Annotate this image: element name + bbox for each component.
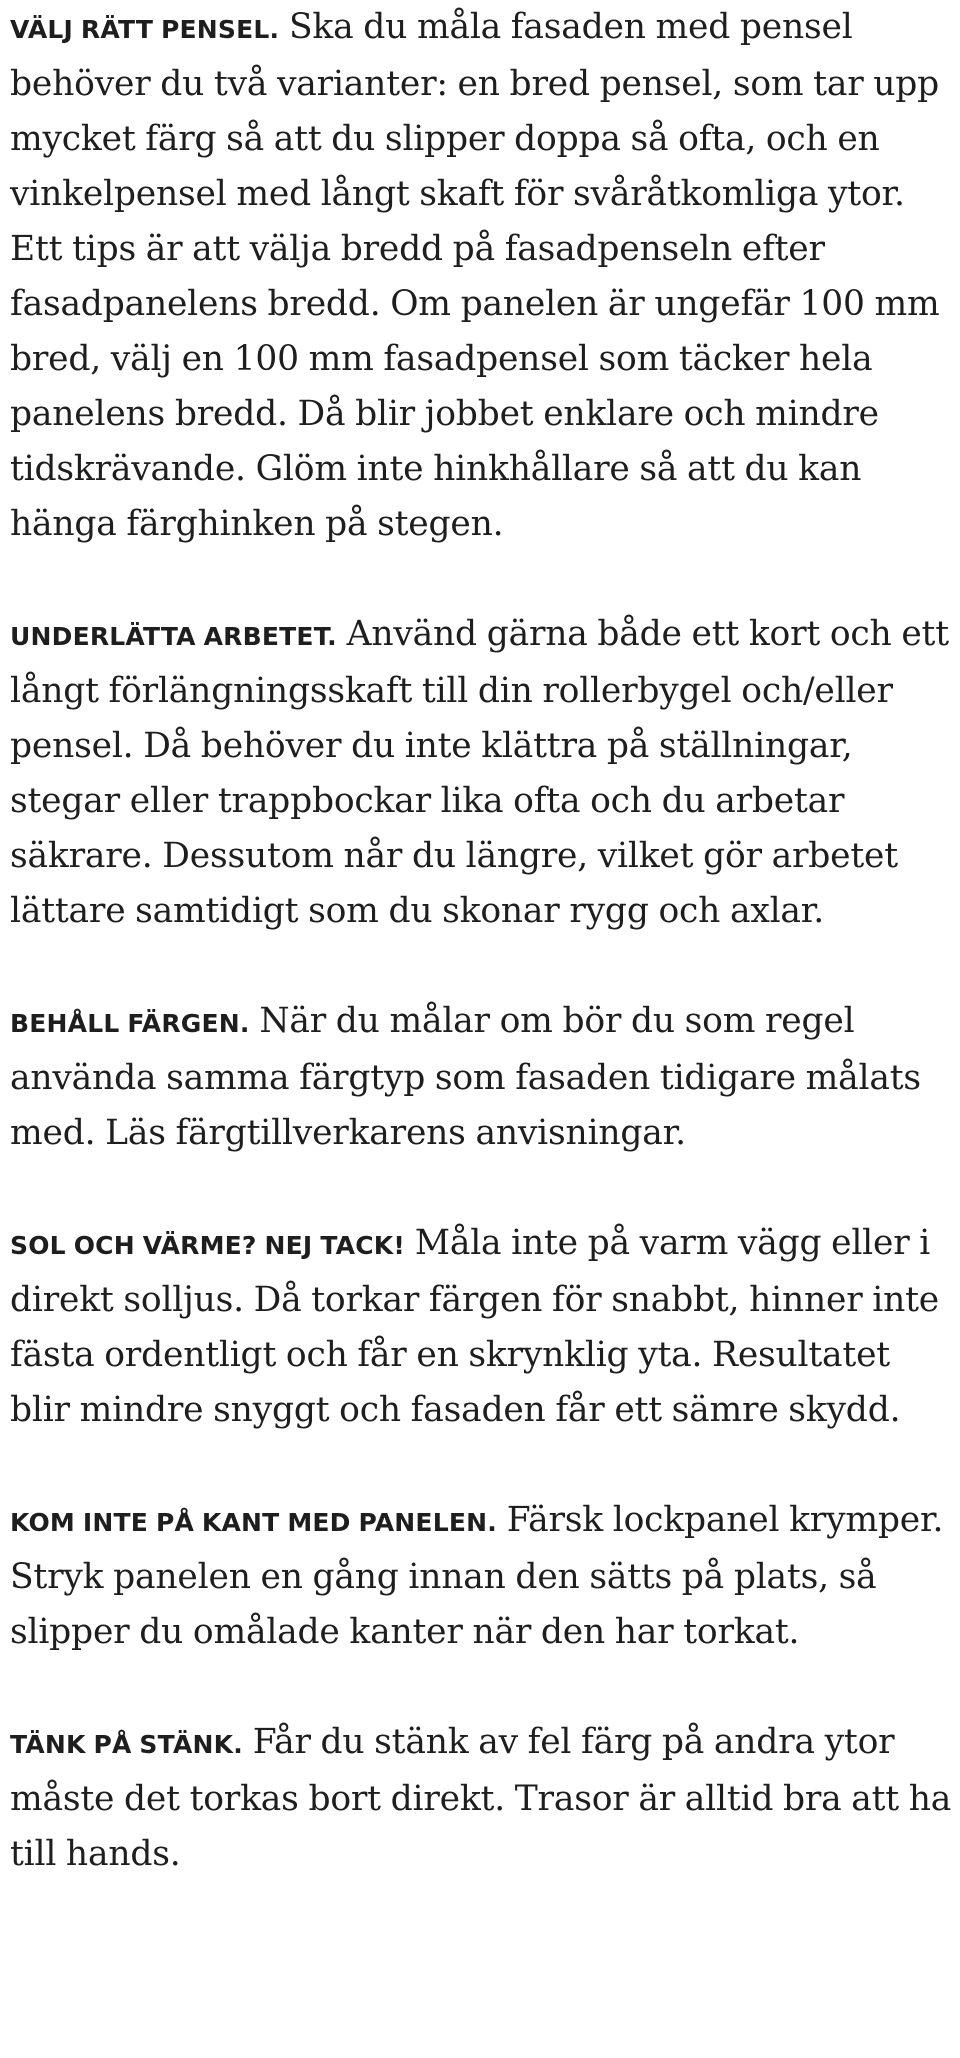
- section-body: Får du stänk av fel färg på andra ytor måste det torkas bort direkt. Trasor är alltid bra att ha till hands.: [10, 1722, 952, 1874]
- section-behall-fargen: [10, 994, 955, 1161]
- section-underlatta-arbetet: [10, 607, 955, 939]
- section-tank-pa-stank: [10, 1715, 955, 1882]
- section-heading: UNDERLÄTTA ARBETET.: [10, 622, 337, 651]
- section-heading: KOM INTE PÅ KANT MED PANELEN.: [10, 1508, 497, 1537]
- section-body: Ska du måla fasaden med pensel behöver du två varianter: en bred pensel, som tar upp mycket färg så att du slipper doppa så ofta, och en vinkelpensel med långt skaft för svåråtkomliga ytor. Ett tips är att välja bredd på fasadpenseln efter fasadpanelens bredd. Om panelen är ungefär 100 mm bred, välj en 100 mm fasadpensel som täcker hela panelens bredd. Då blir jobbet enklare och mindre tidskrävande. Glöm inte hinkhållare så att du kan hänga färghinken på stegen.: [10, 7, 940, 544]
- document-page: [10, 0, 955, 1882]
- section-kom-inte-pa-kant: [10, 1493, 955, 1660]
- section-heading: TÄNK PÅ STÄNK.: [10, 1730, 243, 1759]
- section-heading: VÄLJ RÄTT PENSEL.: [10, 15, 280, 44]
- section-heading: SOL OCH VÄRME? NEJ TACK!: [10, 1231, 405, 1260]
- section-valj-ratt-pensel: [10, 0, 955, 552]
- section-sol-och-varme: [10, 1216, 955, 1438]
- section-heading: BEHÅLL FÄRGEN.: [10, 1009, 250, 1038]
- section-body: Färsk lockpanel krymper. Stryk panelen en gång innan den sätts på plats, så slipper du omålade kanter när den har torkat.: [10, 1500, 944, 1652]
- section-body: Måla inte på varm vägg eller i direkt solljus. Då torkar färgen för snabbt, hinner inte fästa ordentligt och får en skrynklig yta. Resultatet blir mindre snyggt och fasaden får ett sämre skydd.: [10, 1223, 939, 1430]
- section-body: Använd gärna både ett kort och ett långt förlängningsskaft till din rollerbygel och/eller pensel. Då behöver du inte klättra på ställningar, stegar eller trappbockar lika ofta och du arbetar säkrare. Dessutom når du längre, vilket gör arbetet lättare samtidigt som du skonar rygg och axlar.: [10, 614, 949, 931]
- section-body: När du målar om bör du som regel använda samma färgtyp som fasaden tidigare målats med. Läs färgtillverkarens anvisningar.: [10, 1001, 921, 1153]
